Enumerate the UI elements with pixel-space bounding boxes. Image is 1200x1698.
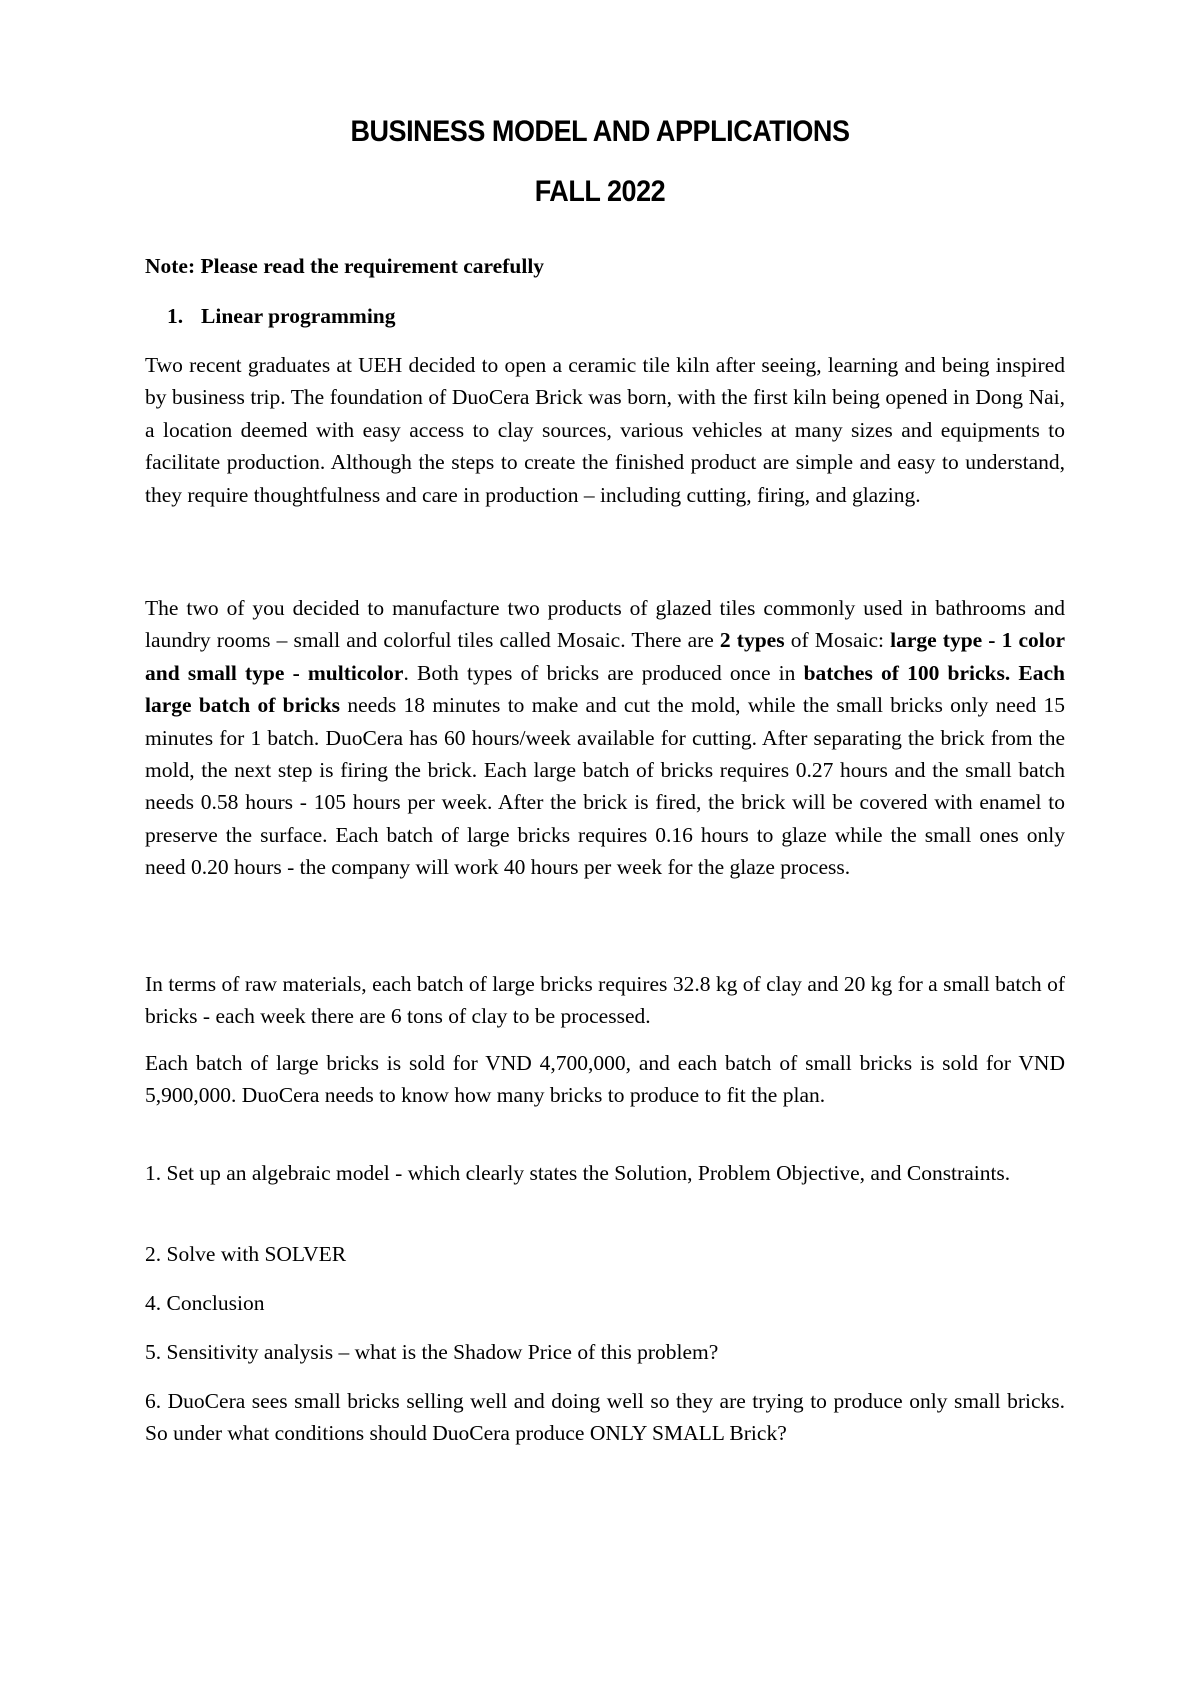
section-heading-text: Linear programming [201,304,396,328]
paragraph-text: . Both types of bricks are produced once in [403,660,804,685]
paragraph-bold-text: batches of 100 bricks. Each large batch of bricks [145,660,1065,718]
paragraph-text: of Mosaic: [784,628,891,653]
paragraph-bold-text: 2 types [719,628,785,653]
section-number: 1. [167,304,184,328]
question-item: 1. Set up an algebraic model - which clearly states the Solution, Problem Objective, and Constraints. [145,1161,1011,1185]
question-item: 2. Solve with SOLVER [145,1242,347,1266]
paragraph-text: The two of you decided to manufacture two products of glazed tiles commonly used in bathrooms and laundry rooms – small and colorful tiles called Mosaic. There are [145,596,1065,653]
document-title: BUSINESS MODEL AND APPLICATIONS [350,115,850,148]
paragraph-prices: Each batch of large bricks is sold for VND 4,700,000, and each batch of small bricks is sold for VND 5,900,000. DuoCera needs to know how many bricks to produce to fit the plan. [145,1051,1065,1108]
paragraph-text: needs 18 minutes to make and cut the mold, while the small bricks only need 15 minutes for 1 batch. DuoCera has 60 hours/week available for cutting. After separating the brick from the mold, the next step is firing the brick. Each large batch of bricks requires 0.27 hours and the small batch needs 0.58 hours - 105 hours per week. After the brick is fired, the brick will be covered with enamel to preserve the surface. Each batch of large bricks requires 0.16 hours to glaze while the small ones only need 0.20 hours - the company will work 40 hours per week for the glaze process. [145,693,1065,880]
question-item: 6. DuoCera sees small bricks selling well and doing well so they are trying to produce only small bricks. So under what conditions should DuoCera produce ONLY SMALL Brick? [145,1389,1065,1446]
paragraph-bold-text: large type - 1 color and small type - multicolor [145,628,1066,685]
question-item: 5. Sensitivity analysis – what is the Shadow Price of this problem? [145,1340,719,1364]
question-item: 4. Conclusion [145,1291,265,1315]
paragraph-intro: Two recent graduates at UEH decided to open a ceramic tile kiln after seeing, learning and being inspired by business trip. The foundation of DuoCera Brick was born, with the first kiln being opened in Dong Nai, a location deemed with easy access to clay sources, various vehicles at many sizes and equipments to facilitate production. Although the steps to create the finished product are simple and easy to understand, they require thoughtfulness and care in production – including cutting, firing, and glazing. [145,353,1065,507]
paragraph-products [145,592,1065,884]
note: Note: Please read the requirement carefully [145,254,545,278]
section-heading [167,300,1087,332]
paragraph-raw-materials: In terms of raw materials, each batch of large bricks requires 32.8 kg of clay and 20 kg for a small batch of bricks - each week there are 6 tons of clay to be processed. [145,972,1065,1029]
document-subtitle: FALL 2022 [534,175,666,208]
